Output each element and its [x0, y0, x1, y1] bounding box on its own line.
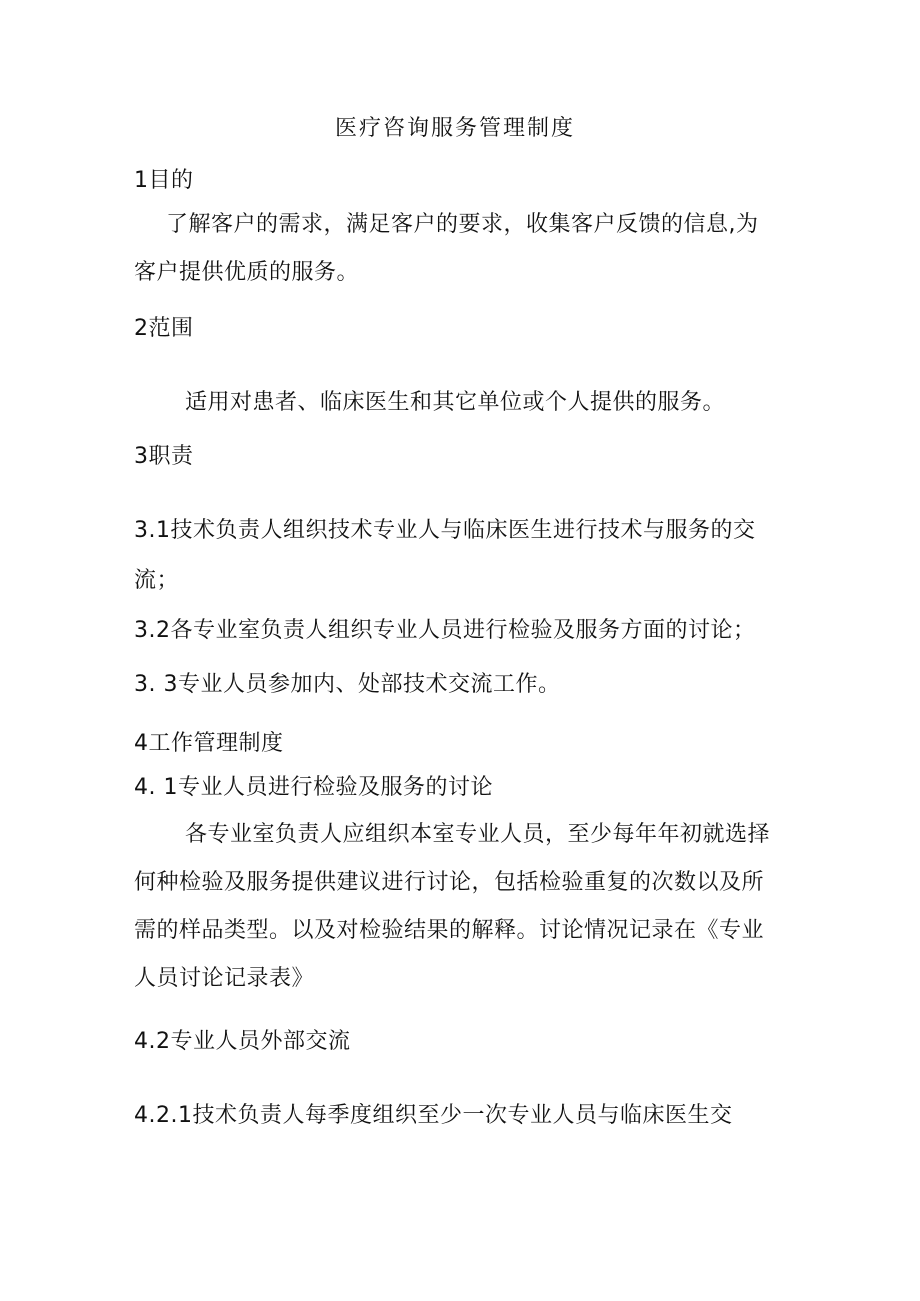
section-1-heading: 1目的: [134, 168, 194, 193]
section-3-1-line-1: 3.1技术负责人组织技术专业人与临床医生进行技术与服务的交: [134, 518, 756, 543]
section-3-1-line-2: 流；: [134, 568, 180, 593]
section-3-2: 3.2各专业室负责人组织专业人员进行检验及服务方面的讨论；: [134, 618, 756, 643]
section-4-1-paragraph-line-2: 何种检验及服务提供建议进行讨论，包括检验重复的次数以及所: [134, 870, 765, 895]
document-title: 医疗咨询服务管理制度: [335, 116, 576, 141]
section-2-heading: 2范围: [134, 316, 194, 341]
section-3-heading: 3职责: [134, 444, 194, 469]
section-3-3: 3. 3专业人员参加内、处部技术交流工作。: [134, 672, 561, 697]
section-4-1-paragraph-line-1: 各专业室负责人应组织本室专业人员，至少每年年初就选择: [185, 822, 771, 847]
section-4-2-heading: 4.2专业人员外部交流: [134, 1029, 351, 1054]
section-1-paragraph-line-2: 客户提供优质的服务。: [134, 260, 360, 285]
section-4-heading: 4工作管理制度: [134, 731, 284, 756]
section-4-2-1: 4.2.1技术负责人每季度组织至少一次专业人员与临床医生交: [134, 1103, 733, 1128]
section-4-1-paragraph-line-3: 需的样品类型。以及对检验结果的解释。讨论情况记录在《专业: [134, 918, 765, 943]
section-4-1-heading: 4. 1专业人员进行检验及服务的讨论: [134, 775, 493, 800]
section-2-paragraph: 适用对患者、临床医生和其它单位或个人提供的服务。: [185, 390, 726, 415]
section-1-paragraph-line-1: 了解客户的需求，满足客户的要求，收集客户反馈的信息,为: [166, 212, 759, 237]
section-4-1-paragraph-line-4: 人员讨论记录表》: [134, 966, 315, 991]
